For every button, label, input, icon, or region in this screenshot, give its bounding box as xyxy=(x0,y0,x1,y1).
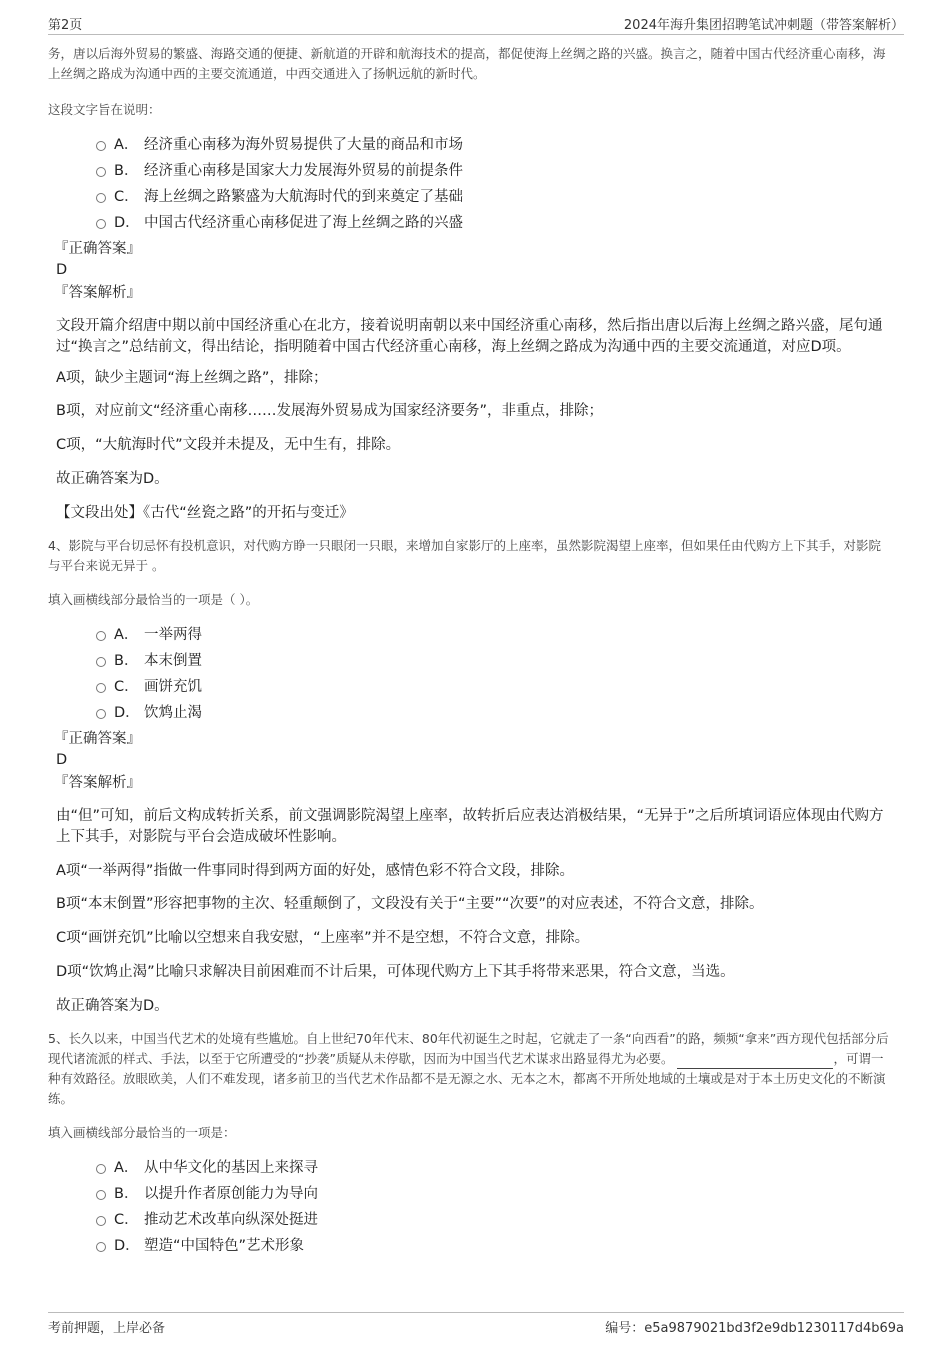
radio-icon[interactable] xyxy=(96,141,106,151)
option-letter: D． xyxy=(114,215,140,231)
q4-analysis-d: D项“饮鸩止渴”比喻只求解决目前困难而不计后果，可体现代购方上下其手将带来恶果，符合文意，当选。 xyxy=(56,964,735,980)
option-text: 海上丝绸之路繁盛为大航海时代的到来奠定了基础 xyxy=(144,189,463,205)
q3-option-d[interactable] xyxy=(48,210,890,236)
footer-slogan: 考前押题，上岸必备 xyxy=(48,1321,166,1336)
option-text: 推动艺术改革向纵深处挺进 xyxy=(144,1212,318,1228)
q3-analysis-label: 『答案解析』 xyxy=(54,285,141,301)
q4-option-a[interactable] xyxy=(48,622,890,648)
option-text: 画饼充饥 xyxy=(144,679,202,695)
radio-icon[interactable] xyxy=(96,1216,106,1226)
q3-answer: D xyxy=(56,262,68,278)
q5-option-d[interactable] xyxy=(48,1233,890,1259)
q4-analysis-b: B项“本末倒置”形容把事物的主次、轻重颠倒了，文段没有关于“主要”“次要”的对应表述，不符合文意，排除。 xyxy=(56,896,764,912)
q3-answer-label: 『正确答案』 xyxy=(54,241,141,257)
q4-answer-label: 『正确答案』 xyxy=(54,731,141,747)
option-letter: B． xyxy=(114,653,139,669)
radio-icon[interactable] xyxy=(96,219,106,229)
option-text: 从中华文化的基因上来探寻 xyxy=(144,1160,318,1176)
radio-icon[interactable] xyxy=(96,193,106,203)
q5-stem-part2: ，可谓一种有效路径。放眼欧美，人们不难发现，诸多前卫的当代艺术作品都不是无源之水、无本之木，都离不开所处地域的土壤或是对于本土历史文化的不断演练。 xyxy=(48,1051,886,1106)
q4-analysis-label: 『答案解析』 xyxy=(54,775,141,791)
option-letter: C． xyxy=(114,679,139,695)
q3-option-b[interactable] xyxy=(48,158,890,184)
document-id: 编号：e5a9879021bd3f2e9db1230117d4b69a xyxy=(605,1321,904,1336)
q5-stem xyxy=(48,1029,890,1109)
option-text: 经济重心南移是国家大力发展海外贸易的前提条件 xyxy=(144,163,463,179)
fill-blank xyxy=(677,1054,833,1069)
q4-prompt: 填入画横线部分最恰当的一项是（ ）。 xyxy=(48,592,259,607)
q4-answer: D xyxy=(56,752,68,768)
q5-stem-part1: 5、长久以来，中国当代艺术的处境有些尴尬。自上世纪70年代末、80年代初诞生之时起，它就走了一条“向西看”的路，频频“拿来”西方现代包括部分后现代诸流派的样式、手法，以至于它所遭受的“抄袭”质疑从未停歇，因而为中国当代艺术谋求出路显得尤为必要。 xyxy=(48,1031,889,1066)
option-letter: B． xyxy=(114,1186,139,1202)
q3-analysis-c: C项，“大航海时代”文段并未提及，无中生有，排除。 xyxy=(56,437,401,453)
option-text: 本末倒置 xyxy=(144,653,202,669)
q3-analysis-b: B项，对应前文“经济重心南移……发展海外贸易成为国家经济要务”，非重点，排除； xyxy=(56,403,603,419)
q3-prompt: 这段文字旨在说明： xyxy=(48,102,161,117)
option-letter: C． xyxy=(114,1212,139,1228)
page-number: 第2页 xyxy=(48,18,83,33)
q4-conclusion: 故正确答案为D。 xyxy=(56,998,169,1014)
option-letter: D． xyxy=(114,1238,140,1254)
q3-analysis-main: 文段开篇介绍唐中期以前中国经济重心在北方，接着说明南朝以来中国经济重心南移，然后指出唐以后海上丝绸之路兴盛，尾句通过“换言之”总结前文，得出结论，指明随着中国古代经济重心南移，海上丝绸之路成为沟通中西的主要交流通道，对应D项。 xyxy=(56,318,883,355)
q3-passage: 务，唐以后海外贸易的繁盛、海路交通的便捷、新航道的开辟和航海技术的提高，都促使海上丝绸之路的兴盛。换言之，随着中国古代经济重心南移，海上丝绸之路成为沟通中西的主要交流通道，中西交通进入了扬帆远航的新时代。 xyxy=(48,46,886,81)
option-text: 塑造“中国特色”艺术形象 xyxy=(144,1238,305,1254)
q4-analysis-main: 由“但”可知，前后文构成转折关系，前文强调影院渴望上座率，故转折后应表达消极结果，“无异于”之后所填词语应体现由代购方上下其手，对影院与平台会造成破坏性影响。 xyxy=(56,808,884,845)
option-letter: A． xyxy=(114,137,139,153)
q4-option-b[interactable] xyxy=(48,648,890,674)
q3-analysis-a: A项，缺少主题词“海上丝绸之路”，排除； xyxy=(56,370,328,386)
q3-option-c[interactable] xyxy=(48,184,890,210)
page-footer xyxy=(48,1312,904,1339)
q4-options xyxy=(48,622,890,726)
q4-analysis-c: C项“画饼充饥”比喻以空想来自我安慰，“上座率”并不是空想，不符合文意，排除。 xyxy=(56,930,590,946)
option-text: 饮鸩止渴 xyxy=(144,705,202,721)
option-text: 以提升作者原创能力为导向 xyxy=(144,1186,318,1202)
option-letter: B． xyxy=(114,163,139,179)
q5-option-c[interactable] xyxy=(48,1207,890,1233)
q3-conclusion: 故正确答案为D。 xyxy=(56,471,169,487)
radio-icon[interactable] xyxy=(96,1242,106,1252)
option-letter: A． xyxy=(114,1160,139,1176)
radio-icon[interactable] xyxy=(96,709,106,719)
option-text: 中国古代经济重心南移促进了海上丝绸之路的兴盛 xyxy=(144,215,463,231)
option-text: 一举两得 xyxy=(144,627,202,643)
option-letter: A． xyxy=(114,627,139,643)
option-letter: D． xyxy=(114,705,140,721)
q5-options xyxy=(48,1155,890,1259)
document-title: 2024年海升集团招聘笔试冲刺题（带答案解析） xyxy=(623,18,904,33)
radio-icon[interactable] xyxy=(96,1164,106,1174)
option-text: 经济重心南移为海外贸易提供了大量的商品和市场 xyxy=(144,137,463,153)
radio-icon[interactable] xyxy=(96,167,106,177)
page-content xyxy=(48,42,890,1259)
q3-option-a[interactable] xyxy=(48,132,890,158)
radio-icon[interactable] xyxy=(96,631,106,641)
radio-icon[interactable] xyxy=(96,683,106,693)
q4-stem: 4、影院与平台切忌怀有投机意识，对代购方睁一只眼闭一只眼，来增加自家影厅的上座率，虽然影院渴望上座率，但如果任由代购方上下其手，对影院与平台来说无异于 。 xyxy=(48,538,881,573)
q4-option-c[interactable] xyxy=(48,674,890,700)
page-header xyxy=(48,12,904,35)
radio-icon[interactable] xyxy=(96,1190,106,1200)
q3-options xyxy=(48,132,890,236)
q5-prompt: 填入画横线部分最恰当的一项是： xyxy=(48,1125,236,1140)
q4-analysis-a: A项“一举两得”指做一件事同时得到两方面的好处，感情色彩不符合文段，排除。 xyxy=(56,863,574,879)
q3-source: 【文段出处】《古代“丝瓷之路”的开拓与变迁》 xyxy=(56,505,354,521)
q4-option-d[interactable] xyxy=(48,700,890,726)
q5-option-a[interactable] xyxy=(48,1155,890,1181)
q5-option-b[interactable] xyxy=(48,1181,890,1207)
option-letter: C． xyxy=(114,189,139,205)
radio-icon[interactable] xyxy=(96,657,106,667)
